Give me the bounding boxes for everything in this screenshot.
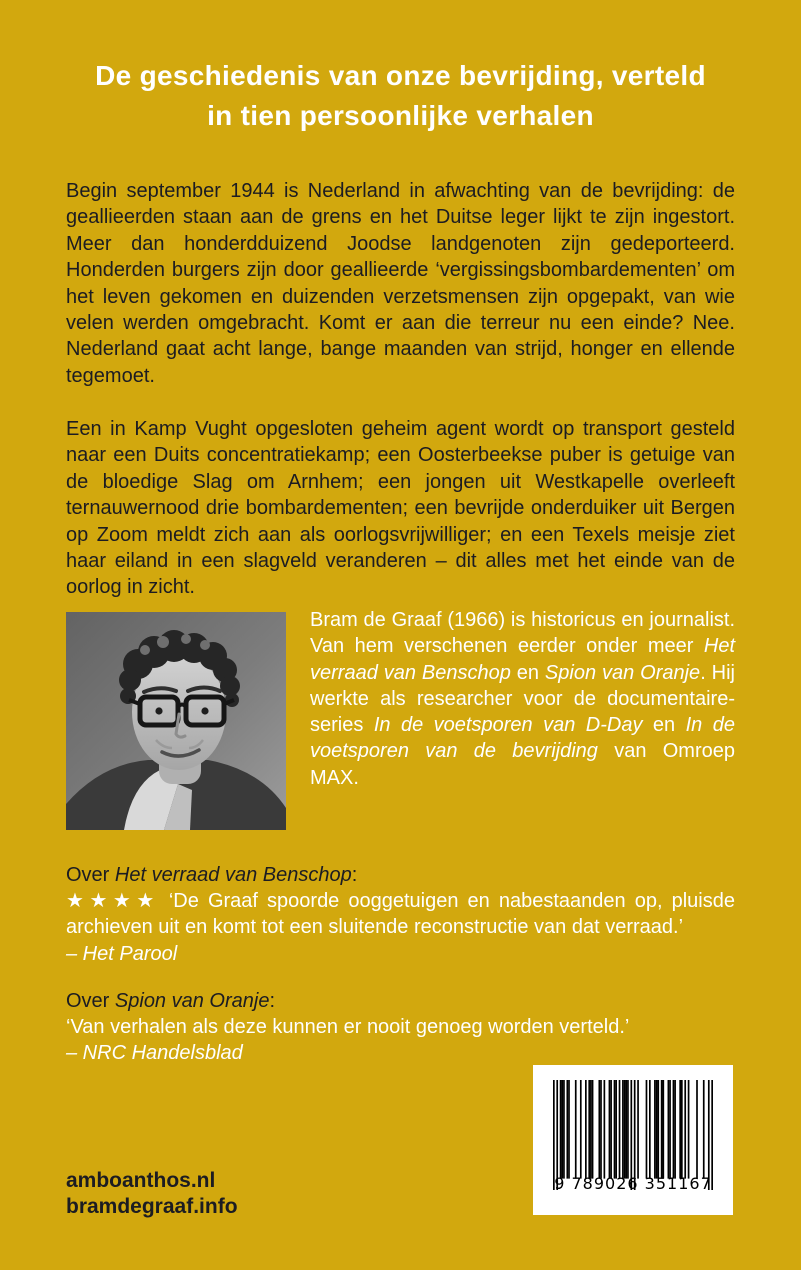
author-bio: Bram de Graaf (1966) is historicus en journalist. Van hem verschenen eerder onder meer Het verraad van Benschop en Spion van Oranje. Hij werkte als researcher voor de documentaire-series In de voetsporen van D-Day en In de voetsporen van de bevrijding van Omroep MAX. [310,609,736,789]
review-benschop-quote [66,888,735,940]
author-portrait-illustration [66,612,286,830]
synopsis-paragraph-1: Begin september 1944 is Nederland in afwachting van de bevrijding: de geallieerden staan aan de grens en het Duitse leger lijkt te zijn ingestort. Meer dan honderdduizend Joodse landgenoten zijn gedeporteerd. Honderden burgers zijn door geallieerde ‘vergissingsbombardementen’ om het leven gekomen en duizenden verzetsmensen zijn opgepakt, van wie velen werden omgebracht. Komt er aan die terreur nu een einde? Nee. Nederland gaat acht lange, bange maanden van strijd, honger en ellende tegemoet. [66,180,735,387]
page-title [0,56,801,136]
author-photo [66,612,286,830]
review-benschop-quote-text: ‘De Graaf spoorde ooggetuigen en nabestaanden op, pluisde archieven uit en komt tot een sluitende reconstructie van dat verraad.’ [66,890,735,939]
title-line-2: in tien persoonlijke verhalen [207,100,594,131]
barcode-number: 9 789026 351167 [554,1174,712,1193]
review-benschop-heading: Over Het verraad van Benschop: [66,864,358,886]
review-oranje-attribution: – NRC Handelsblad [66,1042,243,1065]
author-section [66,609,736,830]
review-benschop-attribution: – Het Parool [66,942,178,965]
website-amboanthos: amboanthos.nl [66,1169,216,1192]
review-oranje-quote: ‘Van verhalen als deze kunnen er nooit genoeg worden verteld.’ [66,1016,630,1039]
star-rating-icon: ★★★★ [66,890,160,913]
title-line-1: De geschiedenis van onze bevrijding, verteld [95,60,706,91]
publisher-websites [66,1168,238,1220]
review-oranje-heading: Over Spion van Oranje: [66,990,276,1012]
synopsis-paragraph-2: Een in Kamp Vught opgesloten geheim agent wordt op transport gesteld naar een Duits concentratiekamp; een Oosterbeekse puber is getuige van de bloedige Slag om Arnhem; een jongen uit Westkapelle overleeft ternauwernood drie bombardementen; een bevrijde onderduiker uit Bergen op Zoom meldt zich aan als oorlogsvrijwilliger; en een Texels meisje ziet haar eiland in een slagveld veranderen – dit alles met het einde van de oorlog in zicht. [66,418,735,599]
website-bramdegraaf: bramdegraaf.info [66,1195,238,1218]
review-benschop [66,862,735,967]
review-oranje [66,988,735,1067]
barcode [533,1065,733,1215]
